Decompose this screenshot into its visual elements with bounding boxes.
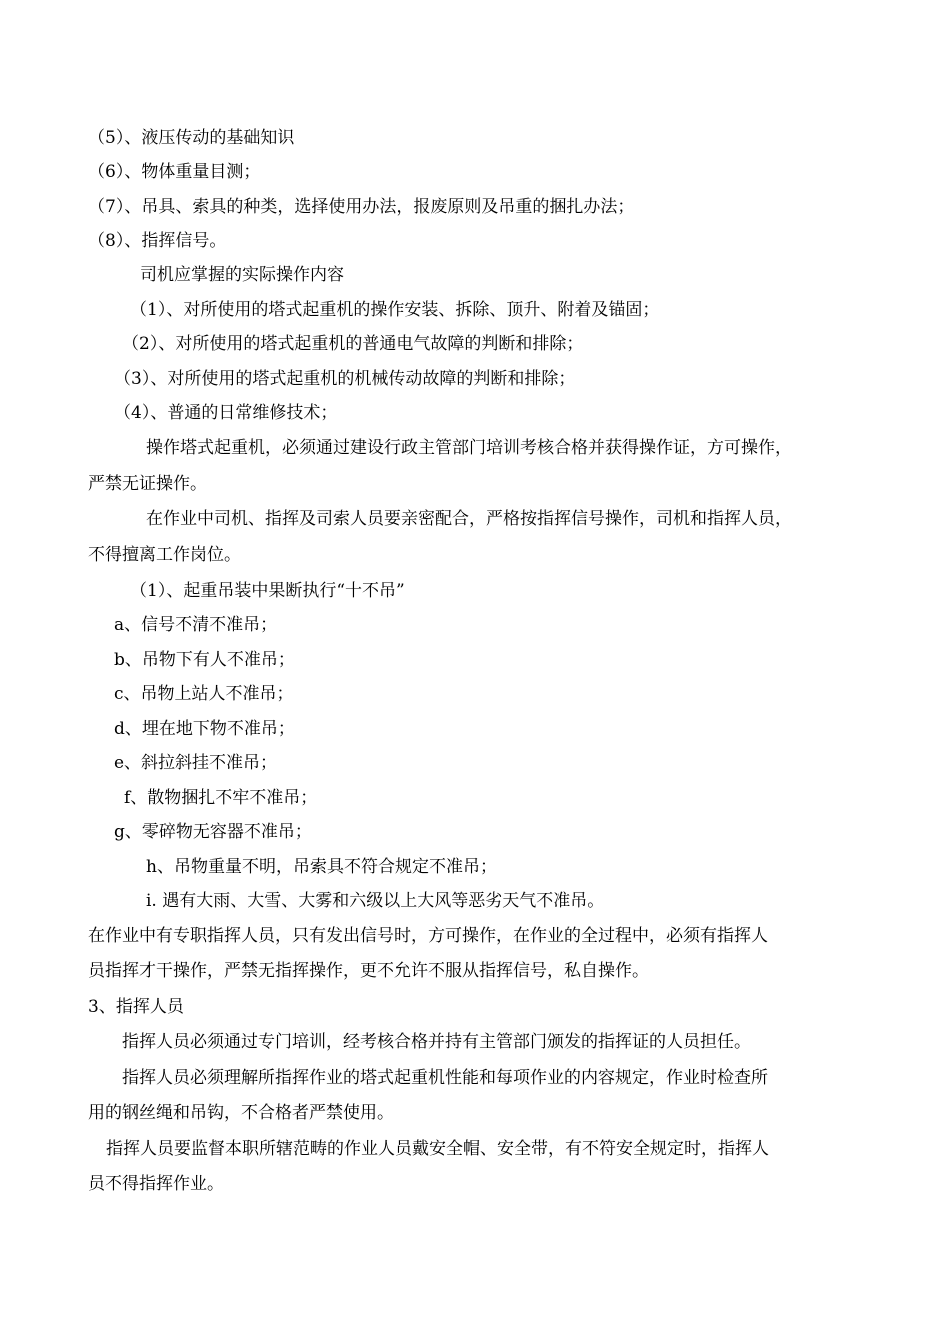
- paragraph-commander-knowledge-line-1: 指挥人员必须理解所指挥作业的塔式起重机性能和每项作业的内容规定，作业时检查所: [122, 1068, 768, 1088]
- list-item-5: （5）、液压传动的基础知识: [88, 128, 295, 148]
- paragraph-signal-line-1: 在作业中有专职指挥人员，只有发出信号时，方可操作，在作业的全过程中，必须有指挥人: [88, 926, 768, 946]
- list-item-7: （7）、吊具、索具的种类，选择使用办法，报废原则及吊重的捆扎办法；: [88, 197, 635, 217]
- rule-item-g: g、零碎物无容器不准吊；: [114, 822, 312, 842]
- paragraph-commander-supervise-line-1: 指挥人员要监督本职所辖范畴的作业人员戴安全帽、安全带，有不符安全规定时，指挥人: [106, 1139, 769, 1159]
- list-item-6: （6）、物体重量目测；: [88, 162, 261, 182]
- operation-item-3: （3）、对所使用的塔式起重机的机械传动故障的判断和排除；: [114, 369, 576, 389]
- paragraph-license-line-1: 操作塔式起重机，必须通过建设行政主管部门培训考核合格并获得操作证，方可操作，: [146, 438, 792, 458]
- paragraph-commander-training: 指挥人员必须通过专门培训，经考核合格并持有主管部门颁发的指挥证的人员担任。: [122, 1032, 751, 1052]
- rule-item-h: h、吊物重量不明，吊索具不符合规定不准吊；: [146, 857, 497, 877]
- rule-item-b: b、吊物下有人不准吊；: [114, 650, 295, 670]
- rule-item-c: c、吊物上站人不准吊；: [114, 684, 294, 704]
- paragraph-cooperation-line-1: 在作业中司机、指挥及司索人员要亲密配合，严格按指挥信号操作，司机和指挥人员，: [146, 509, 792, 529]
- paragraph-commander-knowledge-line-2: 用的钢丝绳和吊钩，不合格者严禁使用。: [88, 1103, 394, 1123]
- operation-item-4: （4）、普通的日常维修技术；: [114, 403, 338, 423]
- paragraph-cooperation-line-2: 不得擅离工作岗位。: [88, 545, 241, 565]
- section-heading-operation: 司机应掌握的实际操作内容: [140, 265, 344, 285]
- section-heading-commander: 3、指挥人员: [88, 997, 184, 1017]
- ten-no-lift-heading: （1）、起重吊装中果断执行“十不吊”: [130, 581, 405, 601]
- rule-item-e: e、斜拉斜挂不准吊；: [114, 753, 278, 773]
- operation-item-2: （2）、对所使用的塔式起重机的普通电气故障的判断和排除；: [122, 334, 584, 354]
- paragraph-signal-line-2: 员指挥才干操作，严禁无指挥操作，更不允许不服从指挥信号，私自操作。: [88, 961, 649, 981]
- paragraph-license-line-2: 严禁无证操作。: [88, 474, 207, 494]
- list-item-8: （8）、指挥信号。: [88, 231, 227, 251]
- rule-item-d: d、埋在地下物不准吊；: [114, 719, 295, 739]
- rule-item-i: i. 遇有大雨、大雪、大雾和六级以上大风等恶劣天气不准吊。: [146, 891, 605, 911]
- paragraph-commander-supervise-line-2: 员不得指挥作业。: [88, 1174, 224, 1194]
- rule-item-f: f、散物捆扎不牢不准吊；: [124, 788, 318, 808]
- operation-item-1: （1）、对所使用的塔式起重机的操作安装、拆除、顶升、附着及锚固；: [130, 300, 660, 320]
- rule-item-a: a、信号不清不准吊；: [114, 615, 278, 635]
